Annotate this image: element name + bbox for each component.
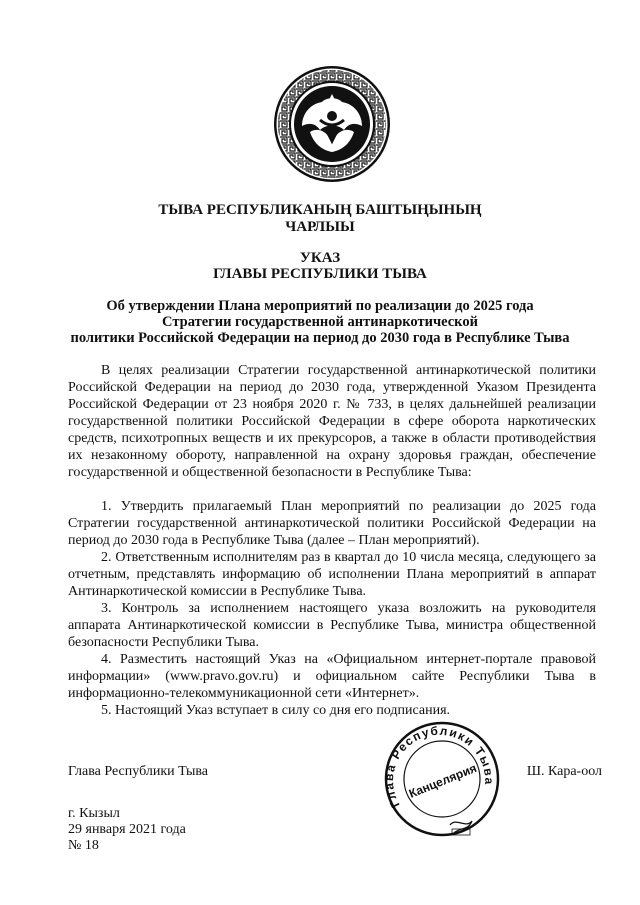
item-4-paragraph: 4. Разместить настоящий Указ на «Официальном интернет-портале правовой информации» (www.pravo.gov.ru) и официальном сайте Республики Тыва в информационно-телекоммуникационной сети «Интернет». — [68, 652, 596, 701]
item-1-paragraph: 1. Утвердить прилагаемый План мероприятий по реализации до 2025 года Стратегии государственной антинаркотической политики Российской Федерации на период до 2030 года в Республике Тыва (далее – План мероприятий). — [68, 499, 596, 548]
coat-of-arms-emblem — [272, 64, 392, 184]
issue-date: 29 января 2021 года — [68, 822, 186, 837]
header-org-line1: ТЫВА РЕСПУБЛИКАНЫҢ БАШТЫҢЫНЫҢ — [158, 202, 482, 218]
title-line-1: Об утверждении Плана мероприятий по реализации до 2025 года — [106, 298, 534, 314]
title-line-3: политики Российской Федерации на период до 2030 года в Республике Тыва — [70, 330, 570, 346]
title-line-2: Стратегии государственной антинаркотической — [162, 314, 478, 330]
issue-city: г. Кызыл — [68, 806, 120, 821]
stamp-ring-text: Глава Республики Тыва — [381, 723, 497, 811]
preamble-paragraph: В целях реализации Стратегии государственной антинаркотической политики Российской Федерации на период до 2030 года, утвержденной Указом Президента Российской Федерации от 23 ноября 2020 г. № 733, в целях дальнейшей реализации государственной политики Российской Федерации в сфере оборота наркотических средств, психотропных веществ и их прекурсоров, а также в области противодействия их незаконному обороту, направленной на охрану здоровья граждан, обеспечение государственной и общественной безопасности в Республике Тыва: — [68, 363, 596, 480]
decree-number: № 18 — [68, 838, 99, 853]
document-body — [68, 362, 596, 719]
signatory-name: Ш. Кара-оол — [526, 764, 602, 779]
stamp-center-text: Канцелярия — [406, 760, 479, 801]
item-2-paragraph: 2. Ответственным исполнителям раз в квартал до 10 числа месяца, следующего за отчетным, представлять информацию об исполнении Плана мероприятий в аппарат Антинаркотической комиссии в Республике Тыва. — [68, 550, 596, 599]
doc-type: УКАЗ — [299, 250, 341, 266]
item-5-paragraph: 5. Настоящий Указ вступает в силу со дня его подписания. — [101, 703, 451, 718]
signatory-position: Глава Республики Тыва — [68, 764, 209, 779]
item-3-paragraph: 3. Контроль за исполнением настоящего указа возложить на руководителя аппарата Антинаркотической комиссии в Республике Тыва, министра общественной безопасности Республики Тыва. — [68, 601, 596, 650]
office-stamp — [380, 713, 500, 841]
header-org-line2: ЧАРЛЫЫ — [285, 219, 355, 235]
issuer: ГЛАВЫ РЕСПУБЛИКИ ТЫВА — [213, 266, 427, 282]
